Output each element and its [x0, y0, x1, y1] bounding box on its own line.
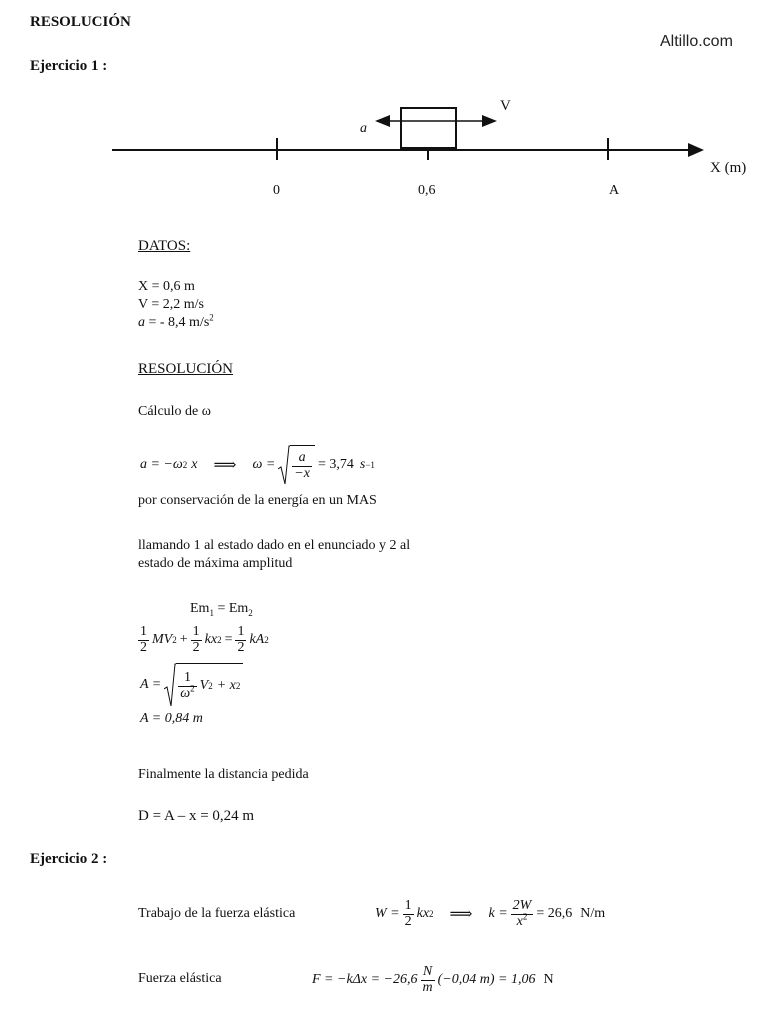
trabajo-label: Trabajo de la fuerza elástica — [138, 906, 296, 921]
omega-equation: a = −ω 2 x ⟹ ω = $\frac{a}{-x}$ = 3,74 s −1 — [140, 443, 375, 487]
x-axis-arrowhead — [688, 143, 704, 157]
finalmente-text: Finalmente la distancia pedida — [138, 767, 309, 782]
resolution-heading: RESOLUCIÓN — [138, 361, 234, 377]
energy-equality: $Em_1 = Em_2$ — [190, 601, 253, 618]
watermark: Altillo.com — [660, 33, 733, 50]
fuerza-label: Fuerza elástica — [138, 971, 222, 986]
tick-label-0: 0 — [273, 183, 280, 198]
label-a: a — [360, 121, 367, 136]
trabajo-equation: W = $\frac{1}{2}$ kx 2 ⟹ k = $\frac{2W}{x^2}$ = 26,6 N/m — [375, 897, 606, 929]
llamando-line-1: llamando 1 al estado dado en el enunciado y 2 al — [138, 538, 411, 553]
energy-equation: $\frac{1}{2}$ MV 2 + $\frac{1}{2}$ kx 2 = $\frac{1}{2}$ kA 2 — [140, 623, 269, 655]
datos-a: a = - 8,4 $m/s^2$ — [138, 312, 214, 330]
fuerza-equation: F = −kΔx = −26,6 $\frac{N}{m}$ (−0,04 m) = 1,06 N — [312, 963, 554, 995]
omega-sqrt: $\frac{a}{-x}$ — [278, 445, 315, 485]
distance-result: D = A – x = 0,24 m — [138, 808, 255, 824]
velocity-arrowhead — [482, 115, 497, 127]
datos-v: V = 2,2 m/s — [138, 297, 204, 312]
acceleration-arrowhead — [375, 115, 390, 127]
llamando-line-2: estado de máxima amplitud — [138, 556, 293, 571]
datos-heading: DATOS: — [138, 238, 191, 254]
calc-omega-label: Cálculo de ω — [138, 404, 211, 419]
label-v: V — [500, 98, 511, 114]
conservation-text: por conservación de la energía en un MAS — [138, 493, 377, 508]
block — [401, 108, 456, 148]
page-title: RESOLUCIÓN — [30, 14, 131, 30]
label-x-axis: X (m) — [710, 160, 747, 176]
exercise-1-heading: Ejercicio 1 : — [30, 58, 108, 74]
tick-label-A: A — [609, 183, 620, 198]
motion-diagram — [0, 90, 780, 200]
datos-x: X = 0,6 m — [138, 279, 195, 294]
amplitude-formula: A = $\frac{1}{\omega^2}$ V 2 + x 2 — [140, 662, 243, 708]
exercise-2-heading: Ejercicio 2 : — [30, 851, 108, 867]
amplitude-result: A = 0,84 m — [140, 711, 203, 726]
tick-label-06: 0,6 — [418, 183, 436, 198]
amplitude-sqrt: $\frac{1}{\omega^2}$ V 2 + x 2 — [164, 663, 243, 707]
